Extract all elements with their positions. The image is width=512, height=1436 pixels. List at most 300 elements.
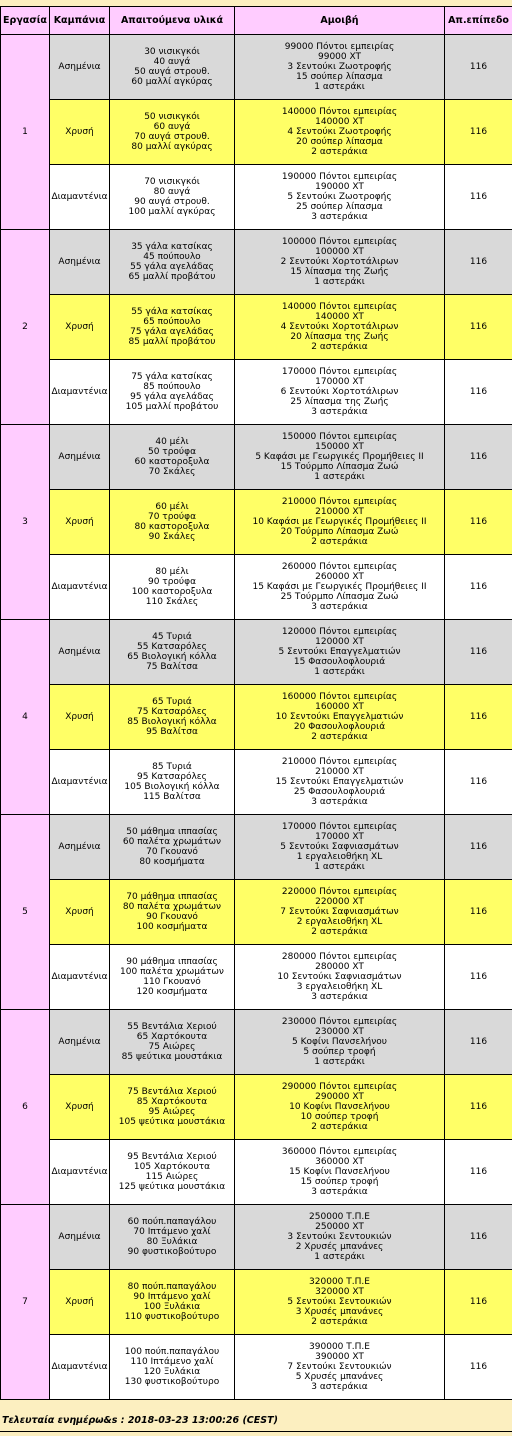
material-line: 90 Σκάλες xyxy=(148,532,196,542)
material-line: 55 γάλα κατσίκας xyxy=(131,307,213,317)
campaign-cell: Ασημένια xyxy=(50,425,110,490)
level-cell: 116 xyxy=(445,1335,512,1400)
reward-line: 260000 XT xyxy=(315,572,364,582)
material-line: 75 Βεντάλια Χεριού xyxy=(127,1087,217,1097)
campaign-cell: Χρυσή xyxy=(50,685,110,750)
reward-cell xyxy=(235,1270,445,1335)
reward-line: 3 αστεράκια xyxy=(311,602,368,612)
level-cell: 116 xyxy=(445,750,512,815)
table-row xyxy=(1,165,512,230)
task-number: 4 xyxy=(1,620,50,815)
material-line: 80 Ξυλάκια xyxy=(146,1237,198,1247)
reward-line: 5 Σεντούκι Επαγγελματιών xyxy=(278,647,401,657)
campaign-cell: Διαμαντένια xyxy=(50,750,110,815)
reward-line: 2 Σεντούκι Χορτοτάλιρων xyxy=(280,257,399,267)
level-cell: 116 xyxy=(445,360,512,425)
table-row xyxy=(1,750,512,815)
reward-line: 15 Κοφίνι Πανσελήνου xyxy=(289,1167,390,1177)
materials-cell xyxy=(110,1010,235,1075)
reward-line: 260000 Πόντοι εμπειρίας xyxy=(281,562,398,572)
material-line: 75 γάλα κατσίκας xyxy=(131,372,213,382)
level-cell: 116 xyxy=(445,880,512,945)
task-number: 7 xyxy=(1,1205,50,1400)
reward-cell xyxy=(235,945,445,1010)
reward-line: 15 λίπασμα της Ζωής xyxy=(290,267,389,277)
reward-line: 1 εργαλειοθήκη XL xyxy=(296,852,383,862)
reward-cell xyxy=(235,1010,445,1075)
reward-line: 140000 Πόντοι εμπειρίας xyxy=(281,107,398,117)
reward-line: 2 αστεράκια xyxy=(311,927,368,937)
reward-line: 1 αστεράκι xyxy=(314,862,365,872)
reward-line: 15 σούπερ λίπασμα xyxy=(296,72,383,82)
material-line: 80 μαλλί αγκύρας xyxy=(131,142,213,152)
materials-cell xyxy=(110,555,235,620)
reward-line: 230000 Πόντοι εμπειρίας xyxy=(281,1017,398,1027)
reward-cell xyxy=(235,620,445,685)
reward-cell xyxy=(235,360,445,425)
reward-cell xyxy=(235,35,445,100)
campaign-cell: Χρυσή xyxy=(50,100,110,165)
reward-line: 99000 XT xyxy=(318,52,361,62)
reward-line: 1 αστεράκι xyxy=(314,472,365,482)
material-line: 95 Βεντάλια Χεριού xyxy=(127,1152,217,1162)
material-line: 70 μάθημα ιππασίας xyxy=(126,892,218,902)
table-row xyxy=(1,1010,512,1075)
campaign-cell: Διαμαντένια xyxy=(50,555,110,620)
campaign-cell: Χρυσή xyxy=(50,1270,110,1335)
materials-cell xyxy=(110,945,235,1010)
level-cell: 116 xyxy=(445,100,512,165)
reward-line: 10 Σεντούκι Σαφνιασμάτων xyxy=(277,972,402,982)
reward-line: 210000 Πόντοι εμπειρίας xyxy=(281,757,398,767)
reward-line: 4 Σεντούκι Χορτοτάλιρων xyxy=(280,322,399,332)
material-line: 95 Αιώρες xyxy=(148,1107,196,1117)
material-line: 85 μαλλί προβάτου xyxy=(128,337,216,347)
material-line: 85 πούπουλο xyxy=(143,382,201,392)
material-line: 65 μαλλί προβάτου xyxy=(128,272,216,282)
reward-line: 3 αστεράκια xyxy=(311,407,368,417)
material-line: 85 ψεύτικα μουστάκια xyxy=(121,1052,223,1062)
table-row xyxy=(1,685,512,750)
reward-line: 280000 Πόντοι εμπειρίας xyxy=(281,952,398,962)
material-line: 60 μέλι xyxy=(155,502,189,512)
reward-cell xyxy=(235,1075,445,1140)
material-line: 45 Τυριά xyxy=(152,632,192,642)
reward-line: 10 σούπερ τροφή xyxy=(300,1112,379,1122)
reward-line: 5 Καφάσι με Γεωργικές Προμήθειες II xyxy=(255,452,424,462)
reward-line: 250000 XT xyxy=(315,1222,364,1232)
material-line: 45 πούπουλο xyxy=(143,252,201,262)
header-row xyxy=(1,7,512,35)
reward-line: 20 Φασουλοφλουριά xyxy=(293,722,386,732)
material-line: 75 Αιώρες xyxy=(148,1042,196,1052)
reward-line: 360000 Πόντοι εμπειρίας xyxy=(281,1147,398,1157)
reward-line: 190000 XT xyxy=(315,182,364,192)
reward-cell xyxy=(235,490,445,555)
materials-cell xyxy=(110,1335,235,1400)
campaign-cell: Χρυσή xyxy=(50,1075,110,1140)
material-line: 60 καστοροξυλα xyxy=(134,457,210,467)
material-line: 100 κοσμήματα xyxy=(136,922,208,932)
material-line: 85 Βιολογική κόλλα xyxy=(127,717,217,727)
material-line: 90 φυστικοβούτυρο xyxy=(127,1247,217,1257)
materials-cell xyxy=(110,685,235,750)
reward-cell xyxy=(235,165,445,230)
reward-line: 320000 Τ.Π.Ε xyxy=(309,1277,370,1287)
materials-cell xyxy=(110,295,235,360)
material-line: 40 αυγά xyxy=(153,57,191,67)
campaign-cell: Διαμαντένια xyxy=(50,1140,110,1205)
tasks-table xyxy=(0,6,512,1400)
reward-line: 220000 Πόντοι εμπειρίας xyxy=(281,887,398,897)
table-row xyxy=(1,425,512,490)
material-line: 50 μάθημα ιππασίας xyxy=(126,827,218,837)
reward-line: 2 Χρυσές μπανάνες xyxy=(295,1242,384,1252)
material-line: 80 μέλι xyxy=(155,567,189,577)
material-line: 65 Τυριά xyxy=(152,697,192,707)
campaign-cell: Χρυσή xyxy=(50,490,110,555)
material-line: 115 Αιώρες xyxy=(145,1172,199,1182)
material-line: 90 αυγά στρουθ. xyxy=(134,197,210,207)
table-row xyxy=(1,1270,512,1335)
reward-line: 3 αστεράκια xyxy=(311,992,368,1002)
reward-line: 4 Σεντούκι Ζωοτροφής xyxy=(287,127,392,137)
reward-line: 1 αστεράκι xyxy=(314,667,365,677)
material-line: 125 ψεύτικα μουστάκια xyxy=(118,1182,226,1192)
reward-line: 320000 XT xyxy=(315,1287,364,1297)
header-task: Εργασία xyxy=(1,7,50,35)
material-line: 80 πούπ.παπαγάλου xyxy=(127,1282,217,1292)
reward-line: 10 Κοφίνι Πανσελήνου xyxy=(289,1102,390,1112)
level-cell: 116 xyxy=(445,1010,512,1075)
reward-line: 170000 XT xyxy=(315,832,364,842)
material-line: 60 αυγά xyxy=(153,122,191,132)
reward-line: 250000 Τ.Π.Ε xyxy=(309,1212,370,1222)
reward-cell xyxy=(235,230,445,295)
reward-line: 7 Σεντούκι Σαφνιασμάτων xyxy=(280,907,399,917)
reward-line: 150000 XT xyxy=(315,442,364,452)
materials-cell xyxy=(110,35,235,100)
reward-line: 170000 XT xyxy=(315,377,364,387)
footer-divider xyxy=(0,1431,512,1432)
reward-line: 2 αστεράκια xyxy=(311,1122,368,1132)
material-line: 110 φυστικοβούτυρο xyxy=(124,1312,220,1322)
reward-line: 140000 XT xyxy=(315,117,364,127)
material-line: 70 Γκουανό xyxy=(146,847,198,857)
materials-cell xyxy=(110,230,235,295)
table-row xyxy=(1,1140,512,1205)
materials-cell xyxy=(110,490,235,555)
materials-cell xyxy=(110,1140,235,1205)
reward-line: 3 Σεντούκι Ζωοτροφής xyxy=(287,62,392,72)
level-cell: 116 xyxy=(445,425,512,490)
level-cell: 116 xyxy=(445,685,512,750)
reward-line: 5 Σεντούκι Σαφνιασμάτων xyxy=(280,842,399,852)
last-updated: Τελευταία ενημέρω&s : 2018-03-23 13:00:26 (CEST) xyxy=(2,1415,278,1426)
task-number: 6 xyxy=(1,1010,50,1205)
reward-line: 25 λίπασμα της Ζωής xyxy=(290,397,389,407)
material-line: 70 τρούφα xyxy=(147,512,197,522)
material-line: 100 καστοροξυλα xyxy=(131,587,213,597)
reward-line: 150000 Πόντοι εμπειρίας xyxy=(281,432,398,442)
reward-cell xyxy=(235,425,445,490)
material-line: 105 Χαρτόκουτα xyxy=(133,1162,211,1172)
material-line: 60 πούπ.παπαγάλου xyxy=(127,1217,217,1227)
task-number: 1 xyxy=(1,35,50,230)
level-cell: 116 xyxy=(445,620,512,685)
campaign-cell: Διαμαντένια xyxy=(50,165,110,230)
reward-line: 3 αστεράκια xyxy=(311,212,368,222)
material-line: 100 πούπ.παπαγάλου xyxy=(124,1347,220,1357)
reward-line: 2 αστεράκια xyxy=(311,537,368,547)
reward-line: 290000 Πόντοι εμπειρίας xyxy=(281,1082,398,1092)
campaign-cell: Ασημένια xyxy=(50,1010,110,1075)
material-line: 55 γάλα αγελάδας xyxy=(130,262,214,272)
material-line: 35 γάλα κατσίκας xyxy=(131,242,213,252)
reward-line: 390000 Τ.Π.Ε xyxy=(309,1342,370,1352)
campaign-cell: Διαμαντένια xyxy=(50,360,110,425)
material-line: 80 παλέτα χρωμάτων xyxy=(122,902,222,912)
table-row xyxy=(1,230,512,295)
material-line: 65 Χαρτόκουτα xyxy=(136,1032,208,1042)
material-line: 65 Βιολογική κόλλα xyxy=(127,652,217,662)
reward-line: 390000 XT xyxy=(315,1352,364,1362)
table-row xyxy=(1,360,512,425)
reward-line: 100000 XT xyxy=(315,247,364,257)
material-line: 70 Σκάλες xyxy=(148,467,196,477)
reward-line: 210000 Πόντοι εμπειρίας xyxy=(281,497,398,507)
header-materials: Απαιτούμενα υλικά xyxy=(110,7,235,35)
material-line: 55 Κατσαρόλες xyxy=(137,642,207,652)
material-line: 115 Βαλίτσα xyxy=(143,792,201,802)
reward-line: 170000 Πόντοι εμπειρίας xyxy=(281,367,398,377)
reward-line: 3 αστεράκια xyxy=(311,1382,368,1392)
campaign-cell: Ασημένια xyxy=(50,815,110,880)
reward-line: 170000 Πόντοι εμπειρίας xyxy=(281,822,398,832)
table-row xyxy=(1,945,512,1010)
reward-line: 5 Σεντούκι Ζωοτροφής xyxy=(287,192,392,202)
reward-line: 1 αστεράκι xyxy=(314,1057,365,1067)
material-line: 40 μέλι xyxy=(155,437,189,447)
level-cell: 116 xyxy=(445,1270,512,1335)
campaign-cell: Ασημένια xyxy=(50,35,110,100)
materials-cell xyxy=(110,750,235,815)
material-line: 75 γάλα αγελάδας xyxy=(130,327,214,337)
material-line: 80 κοσμήματα xyxy=(139,857,205,867)
reward-line: 140000 XT xyxy=(315,312,364,322)
material-line: 30 νισικγκόι xyxy=(144,47,200,57)
material-line: 75 Κατσαρόλες xyxy=(137,707,207,717)
level-cell: 116 xyxy=(445,295,512,360)
reward-line: 20 Τούρμπο Λίπασμα Ζωώ xyxy=(280,527,399,537)
reward-line: 2 αστεράκια xyxy=(311,1317,368,1327)
header-reward: Αμοιβή xyxy=(235,7,445,35)
material-line: 60 μαλλί αγκύρας xyxy=(131,77,213,87)
material-line: 95 Βαλίτσα xyxy=(146,727,198,737)
material-line: 70 νισικγκόι xyxy=(144,177,200,187)
material-line: 80 καστοροξυλα xyxy=(134,522,210,532)
reward-line: 5 Σεντούκι Σεντουκιών xyxy=(287,1297,392,1307)
reward-line: 15 Καφάσι με Γεωργικές Προμήθειες II xyxy=(252,582,427,592)
reward-line: 2 αστεράκια xyxy=(311,342,368,352)
level-cell: 116 xyxy=(445,945,512,1010)
reward-line: 280000 XT xyxy=(315,962,364,972)
reward-line: 25 σούπερ λίπασμα xyxy=(296,202,383,212)
material-line: 105 ψεύτικα μουστάκια xyxy=(118,1117,226,1127)
level-cell: 116 xyxy=(445,815,512,880)
reward-line: 1 αστεράκι xyxy=(314,82,365,92)
table-row xyxy=(1,490,512,555)
material-line: 70 αυγά στρουθ. xyxy=(134,132,210,142)
material-line: 55 Βεντάλια Χεριού xyxy=(127,1022,217,1032)
reward-line: 210000 XT xyxy=(315,507,364,517)
materials-cell xyxy=(110,1205,235,1270)
campaign-cell: Διαμαντένια xyxy=(50,945,110,1010)
table-row xyxy=(1,1075,512,1140)
reward-line: 1 αστεράκι xyxy=(314,277,365,287)
reward-line: 2 αστεράκια xyxy=(311,732,368,742)
reward-line: 15 Φασουλοφλουριά xyxy=(293,657,386,667)
table-row xyxy=(1,880,512,945)
material-line: 80 αυγά xyxy=(153,187,191,197)
campaign-cell: Χρυσή xyxy=(50,295,110,360)
reward-line: 2 εργαλειοθήκη XL xyxy=(296,917,383,927)
reward-line: 3 Χρυσές μπανάνες xyxy=(295,1307,384,1317)
reward-line: 15 σούπερ τροφή xyxy=(300,1177,379,1187)
reward-line: 10 Σεντούκι Επαγγελματιών xyxy=(275,712,404,722)
material-line: 110 Σκάλες xyxy=(145,597,199,607)
campaign-cell: Ασημένια xyxy=(50,1205,110,1270)
material-line: 110 Γκουανό xyxy=(143,977,201,987)
reward-line: 99000 Πόντοι εμπειρίας xyxy=(284,42,395,52)
material-line: 75 Βαλίτσα xyxy=(146,662,198,672)
reward-cell xyxy=(235,880,445,945)
level-cell: 116 xyxy=(445,165,512,230)
material-line: 50 τρούφα xyxy=(147,447,197,457)
reward-line: 25 Φασουλοφλουριά xyxy=(293,787,386,797)
reward-line: 220000 XT xyxy=(315,897,364,907)
table-row xyxy=(1,815,512,880)
reward-line: 3 αστεράκια xyxy=(311,797,368,807)
material-line: 100 παλέτα χρωμάτων xyxy=(120,967,224,977)
material-line: 95 γάλα αγελάδας xyxy=(130,392,214,402)
materials-cell xyxy=(110,815,235,880)
material-line: 85 Χαρτόκουτα xyxy=(136,1097,208,1107)
materials-cell xyxy=(110,620,235,685)
material-line: 50 νισικγκόι xyxy=(144,112,200,122)
material-line: 105 μαλλί προβάτου xyxy=(125,402,219,412)
level-cell: 116 xyxy=(445,555,512,620)
material-line: 50 αυγά στρουθ. xyxy=(134,67,210,77)
header-campaign: Καμπάνια xyxy=(50,7,110,35)
material-line: 100 μαλλί αγκύρας xyxy=(128,207,216,217)
material-line: 60 παλέτα χρωμάτων xyxy=(122,837,222,847)
material-line: 90 Ιπτάμενο χαλί xyxy=(133,1292,211,1302)
material-line: 65 πούπουλο xyxy=(143,317,201,327)
materials-cell xyxy=(110,100,235,165)
material-line: 120 Ξυλάκια xyxy=(143,1367,201,1377)
reward-line: 5 σούπερ τροφή xyxy=(303,1047,376,1057)
material-line: 105 Βιολογική κόλλα xyxy=(124,782,220,792)
reward-cell xyxy=(235,685,445,750)
materials-cell xyxy=(110,425,235,490)
reward-cell xyxy=(235,1335,445,1400)
table-row xyxy=(1,1335,512,1400)
table-row xyxy=(1,1205,512,1270)
level-cell: 116 xyxy=(445,1075,512,1140)
level-cell: 116 xyxy=(445,490,512,555)
table-body xyxy=(1,35,512,1400)
materials-cell xyxy=(110,880,235,945)
table-row xyxy=(1,100,512,165)
reward-line: 290000 XT xyxy=(315,1092,364,1102)
header-level: Απ.επίπεδο xyxy=(445,7,512,35)
campaign-cell: Ασημένια xyxy=(50,230,110,295)
material-line: 110 Ιπτάμενο χαλί xyxy=(130,1357,214,1367)
material-line: 90 Γκουανό xyxy=(146,912,198,922)
reward-line: 3 Σεντούκι Σεντουκιών xyxy=(287,1232,392,1242)
campaign-cell: Χρυσή xyxy=(50,880,110,945)
level-cell: 116 xyxy=(445,230,512,295)
reward-line: 5 Χρυσές μπανάνες xyxy=(295,1372,384,1382)
reward-cell xyxy=(235,750,445,815)
reward-line: 160000 XT xyxy=(315,702,364,712)
level-cell: 116 xyxy=(445,1205,512,1270)
reward-line: 3 εργαλειοθήκη XL xyxy=(296,982,383,992)
reward-line: 120000 XT xyxy=(315,637,364,647)
reward-line: 20 σούπερ λίπασμα xyxy=(296,137,383,147)
reward-line: 190000 Πόντοι εμπειρίας xyxy=(281,172,398,182)
reward-line: 20 λίπασμα της Ζωής xyxy=(290,332,389,342)
reward-line: 6 Σεντούκι Χορτοτάλιρων xyxy=(280,387,399,397)
materials-cell xyxy=(110,165,235,230)
reward-line: 160000 Πόντοι εμπειρίας xyxy=(281,692,398,702)
reward-line: 360000 XT xyxy=(315,1157,364,1167)
table-row xyxy=(1,295,512,360)
reward-line: 3 αστεράκια xyxy=(311,1187,368,1197)
material-line: 95 Κατσαρόλες xyxy=(137,772,207,782)
reward-line: 1 αστεράκι xyxy=(314,1252,365,1262)
reward-line: 120000 Πόντοι εμπειρίας xyxy=(281,627,398,637)
reward-line: 210000 XT xyxy=(315,767,364,777)
material-line: 100 Ξυλάκια xyxy=(143,1302,201,1312)
campaign-cell: Ασημένια xyxy=(50,620,110,685)
material-line: 85 Τυριά xyxy=(152,762,192,772)
material-line: 90 τρούφα xyxy=(147,577,197,587)
reward-cell xyxy=(235,100,445,165)
reward-line: 15 Σεντούκι Επαγγελματιών xyxy=(275,777,404,787)
campaign-cell: Διαμαντένια xyxy=(50,1335,110,1400)
reward-cell xyxy=(235,1140,445,1205)
reward-line: 5 Κοφίνι Πανσελήνου xyxy=(292,1037,387,1047)
table-row xyxy=(1,35,512,100)
materials-cell xyxy=(110,1075,235,1140)
materials-cell xyxy=(110,360,235,425)
reward-line: 7 Σεντούκι Σεντουκιών xyxy=(287,1362,392,1372)
material-line: 70 Ιπτάμενο χαλί xyxy=(133,1227,211,1237)
task-number: 5 xyxy=(1,815,50,1010)
reward-cell xyxy=(235,555,445,620)
task-number: 2 xyxy=(1,230,50,425)
reward-line: 2 αστεράκια xyxy=(311,147,368,157)
reward-line: 25 Τούρμπο Λίπασμα Ζωώ xyxy=(280,592,399,602)
material-line: 130 φυστικοβούτυρο xyxy=(124,1377,220,1387)
reward-line: 140000 Πόντοι εμπειρίας xyxy=(281,302,398,312)
reward-line: 100000 Πόντοι εμπειρίας xyxy=(281,237,398,247)
materials-cell xyxy=(110,1270,235,1335)
level-cell: 116 xyxy=(445,1140,512,1205)
material-line: 120 κοσμήματα xyxy=(136,987,208,997)
